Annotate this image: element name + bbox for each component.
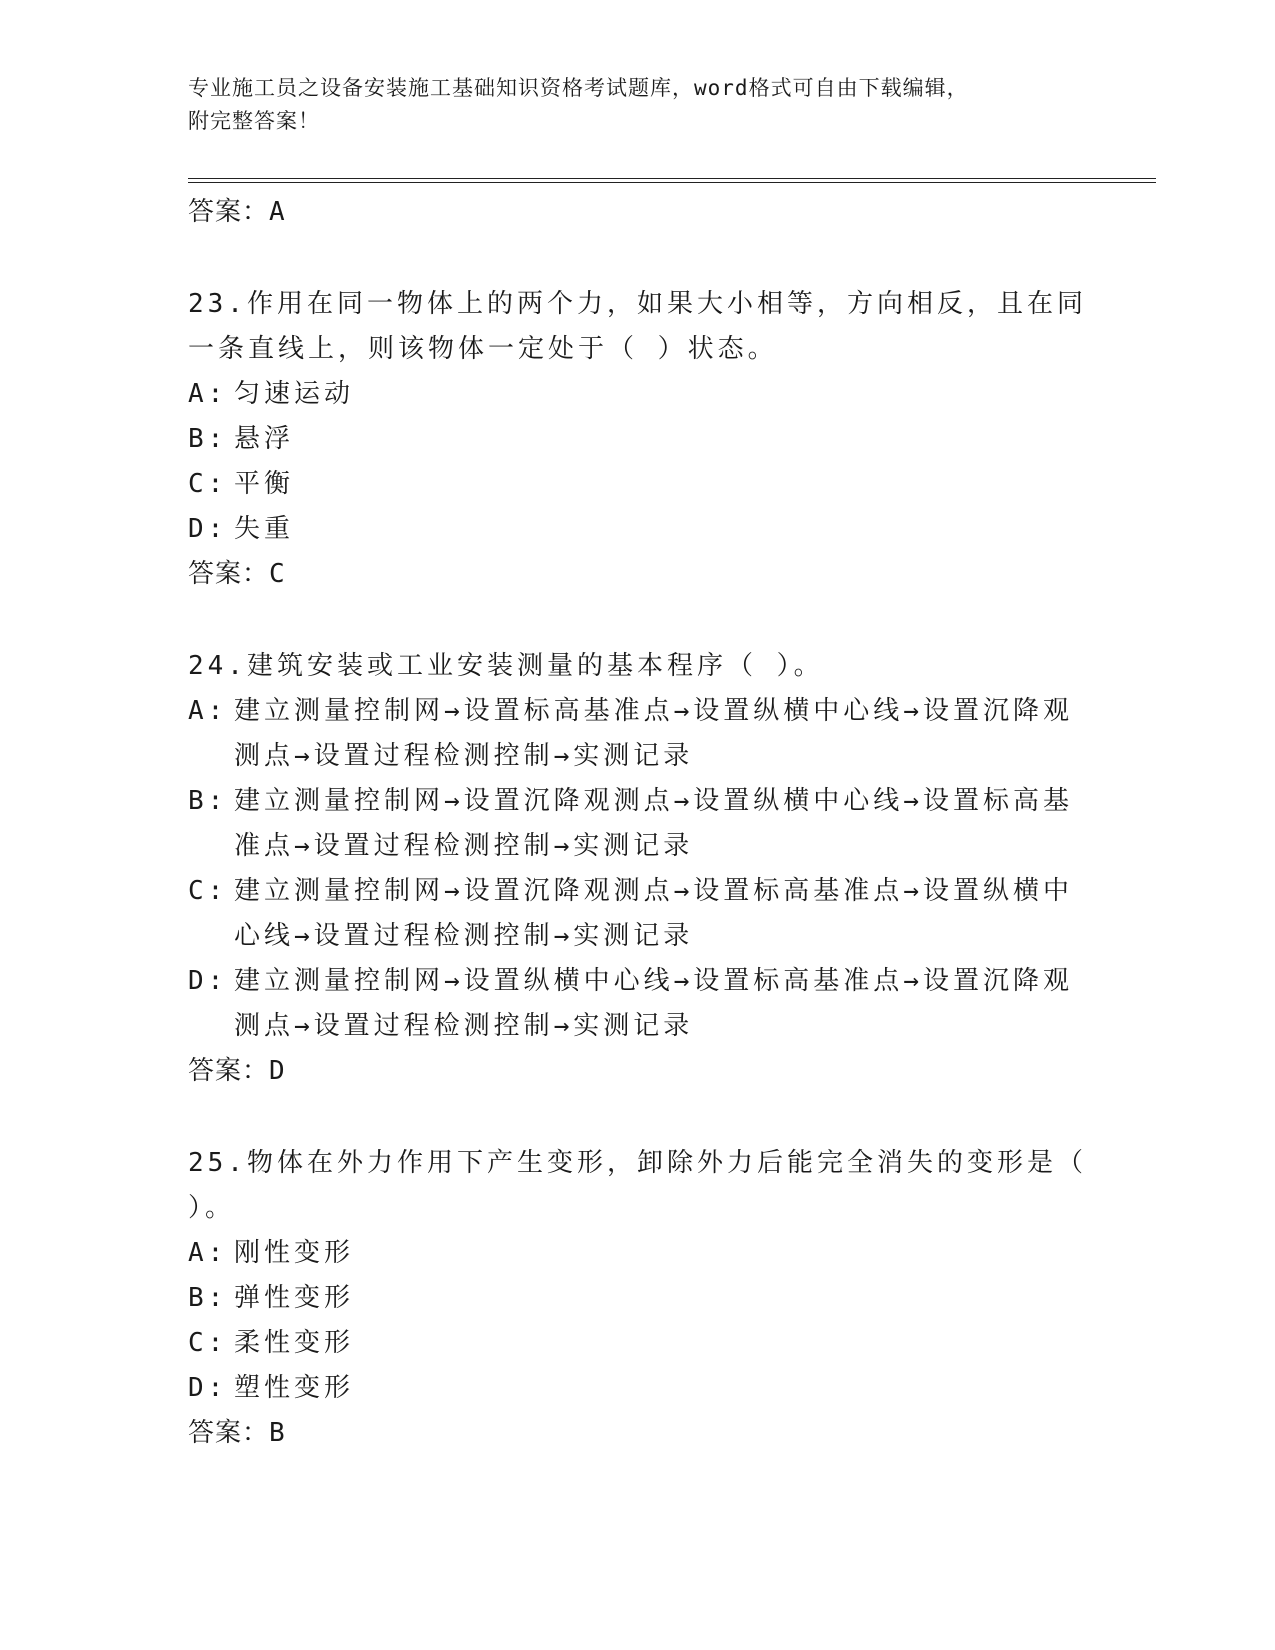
option-c <box>188 1321 1088 1366</box>
option-letter: C: <box>188 1328 228 1358</box>
option-text: 塑性变形 <box>234 1373 355 1403</box>
option-text: 平衡 <box>234 469 295 499</box>
option-letter: C: <box>188 469 228 499</box>
option-text: 匀速运动 <box>234 379 355 409</box>
header-line-2: 附完整答案！ <box>188 109 320 133</box>
header-rule-bottom <box>188 182 1156 183</box>
option-d <box>188 1366 1088 1411</box>
document-body <box>188 190 1088 1455</box>
question-24 <box>188 644 1088 1093</box>
question-stem: 23.作用在同一物体上的两个力，如果大小相等，方向相反，且在同一条直线上，则该物体一定处于（ ）状态。 <box>188 289 1087 364</box>
option-c <box>188 462 1088 507</box>
option-text: 刚性变形 <box>234 1238 355 1268</box>
document-header <box>188 72 1068 138</box>
option-letter: D: <box>188 1373 228 1403</box>
option-letter: D: <box>188 514 228 544</box>
option-b <box>188 779 1088 869</box>
option-text: 悬浮 <box>234 424 295 454</box>
option-text: 建立测量控制网→设置沉降观测点→设置纵横中心线→设置标高基准点→设置过程检测控制→实测记录 <box>234 786 1073 861</box>
option-text: 柔性变形 <box>234 1328 355 1358</box>
option-d <box>188 507 1088 552</box>
answer-line: 答案：D <box>188 1056 286 1086</box>
header-rule-top <box>188 178 1156 179</box>
option-letter: A: <box>188 1238 228 1268</box>
option-text: 建立测量控制网→设置纵横中心线→设置标高基准点→设置沉降观测点→设置过程检测控制→实测记录 <box>234 966 1073 1041</box>
answer-line: 答案：C <box>188 559 286 589</box>
option-letter: A: <box>188 696 228 726</box>
question-23 <box>188 282 1088 596</box>
option-letter: B: <box>188 1283 228 1313</box>
option-letter: B: <box>188 424 228 454</box>
option-b <box>188 417 1088 462</box>
option-letter: B: <box>188 786 228 816</box>
option-a <box>188 372 1088 417</box>
question-stem: 24.建筑安装或工业安装测量的基本程序（ ）。 <box>188 651 824 681</box>
option-text: 弹性变形 <box>234 1283 355 1313</box>
option-text: 建立测量控制网→设置标高基准点→设置纵横中心线→设置沉降观测点→设置过程检测控制→实测记录 <box>234 696 1073 771</box>
answer-line: 答案：B <box>188 1418 286 1448</box>
option-text: 建立测量控制网→设置沉降观测点→设置标高基准点→设置纵横中心线→设置过程检测控制→实测记录 <box>234 876 1073 951</box>
question-stem: 25.物体在外力作用下产生变形，卸除外力后能完全消失的变形是（ ）。 <box>188 1148 1087 1223</box>
option-a <box>188 689 1088 779</box>
option-letter: C: <box>188 876 228 906</box>
option-letter: D: <box>188 966 228 996</box>
question-25 <box>188 1141 1088 1455</box>
option-d <box>188 959 1088 1049</box>
option-text: 失重 <box>234 514 295 544</box>
option-b <box>188 1276 1088 1321</box>
option-letter: A: <box>188 379 228 409</box>
header-line-1: 专业施工员之设备安装施工基础知识资格考试题库，word格式可自由下载编辑， <box>188 76 969 100</box>
previous-answer: 答案：A <box>188 197 286 227</box>
option-a <box>188 1231 1088 1276</box>
option-c <box>188 869 1088 959</box>
